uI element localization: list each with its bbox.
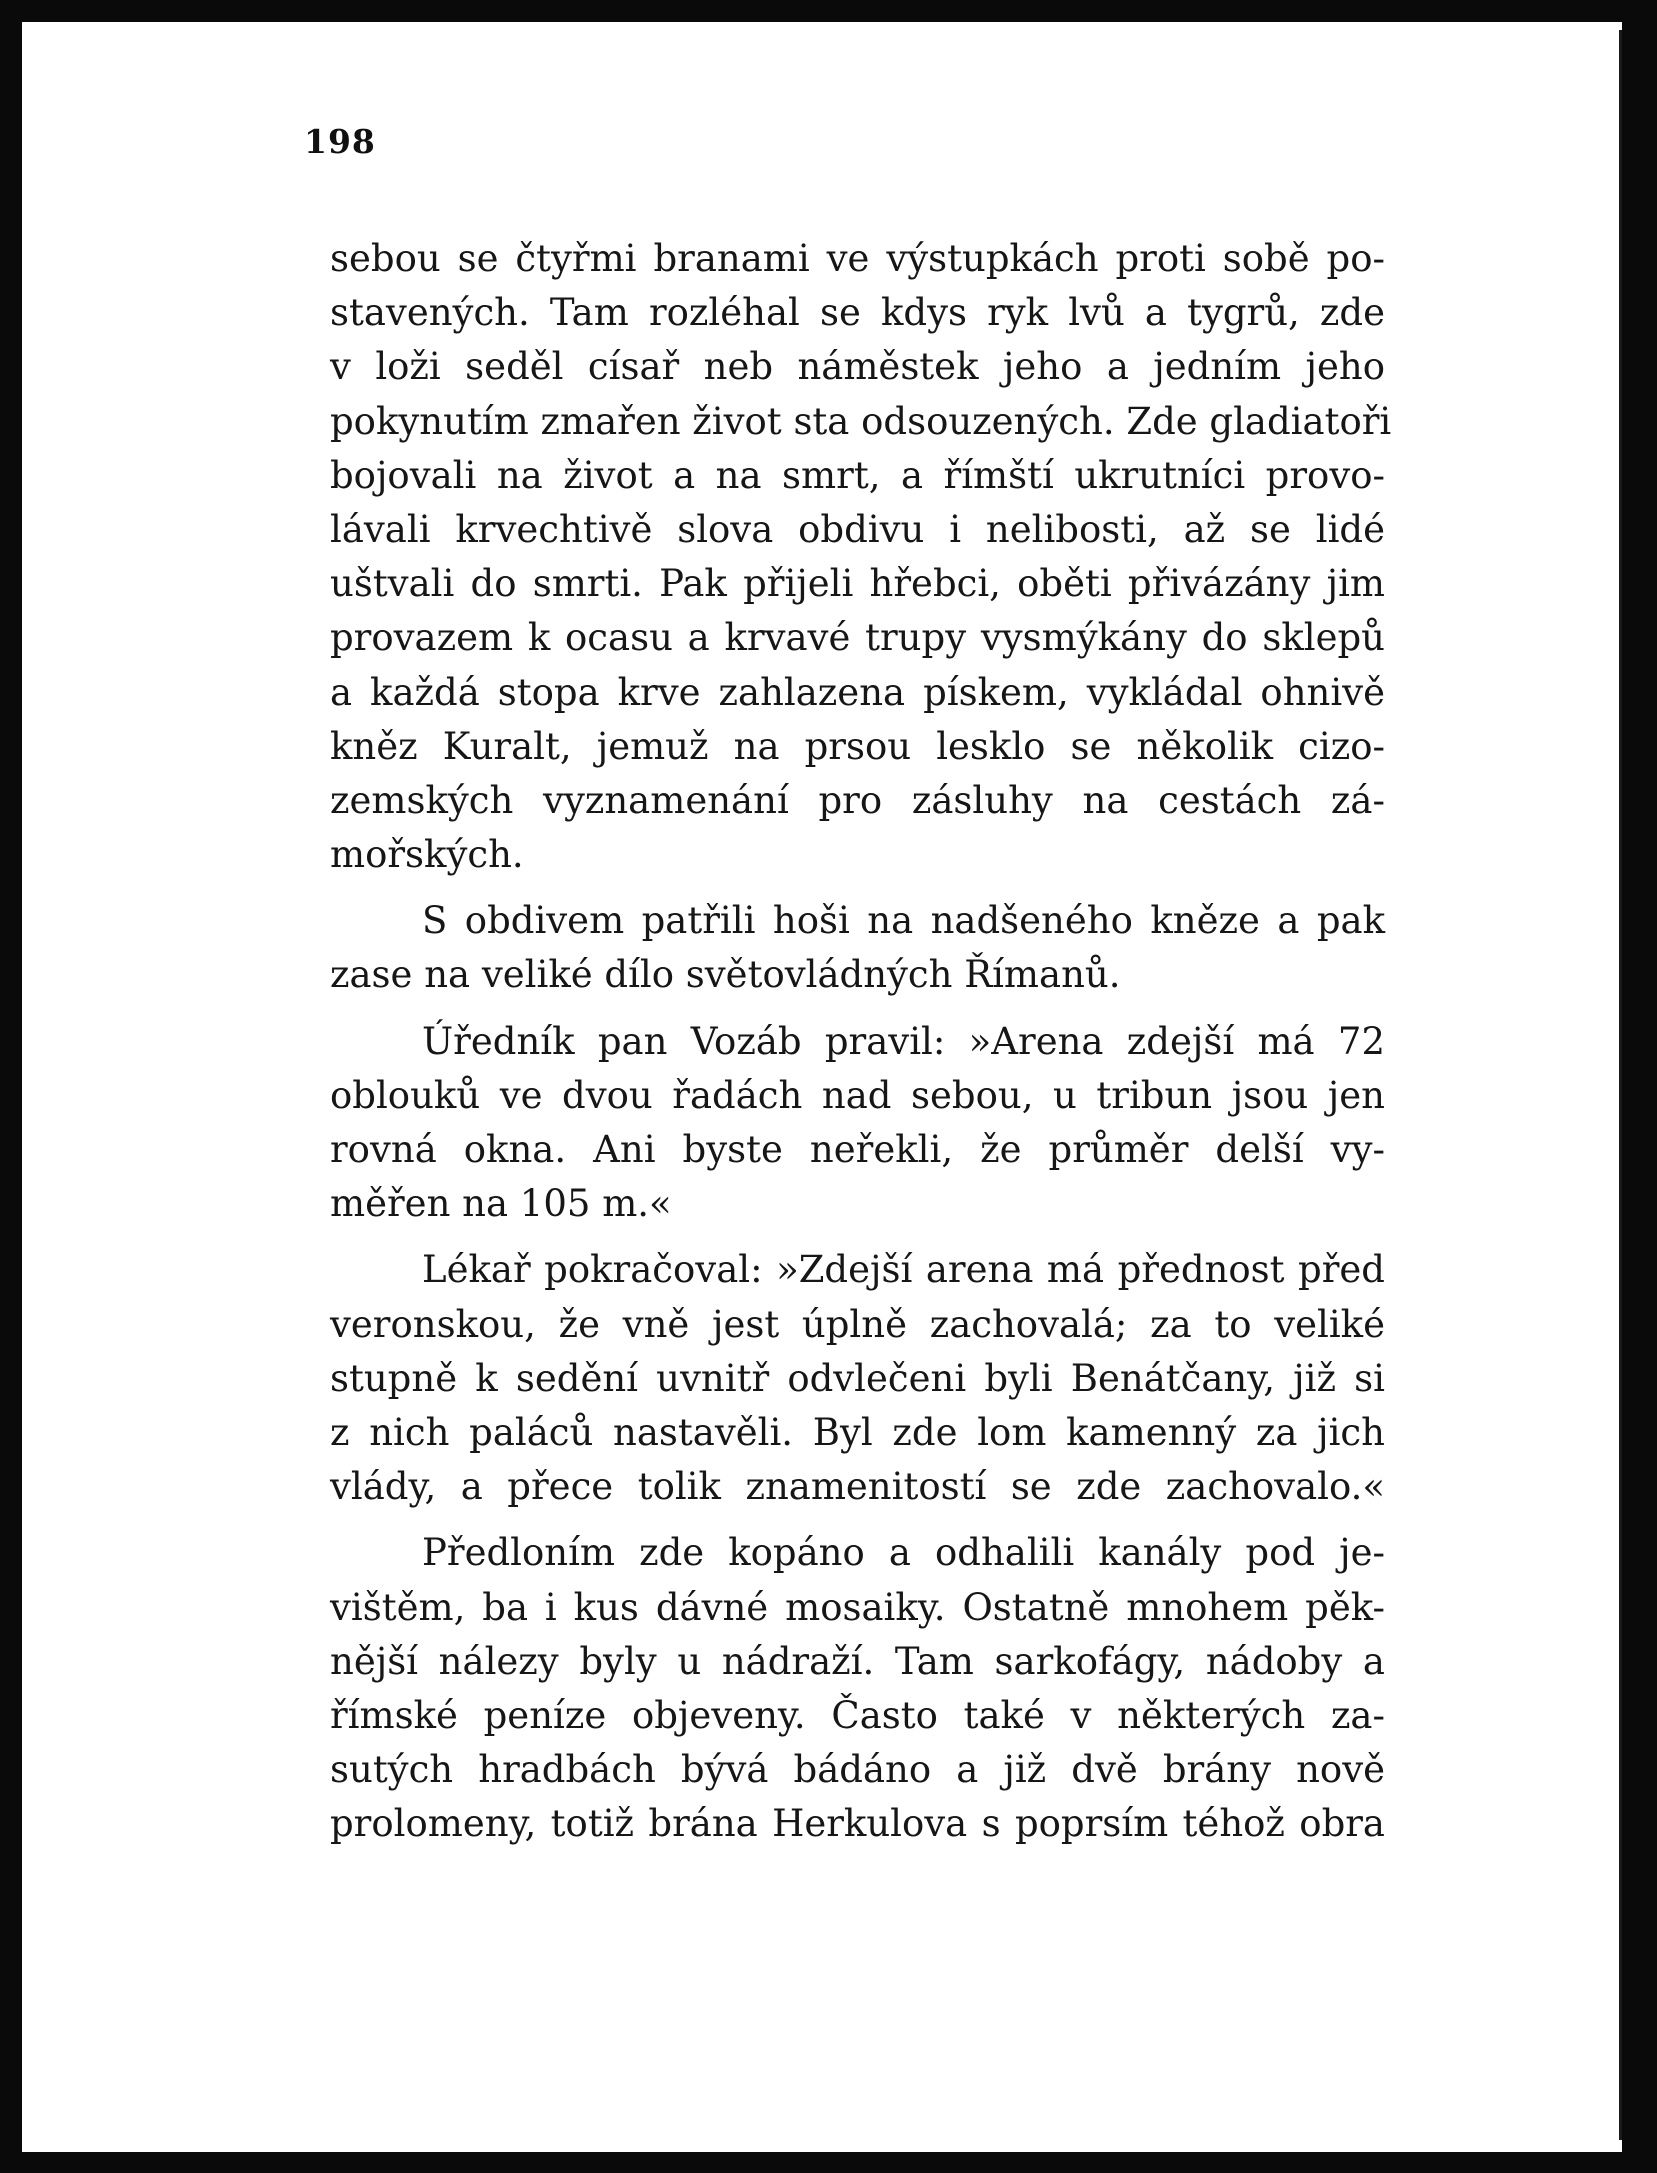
paragraph [330, 894, 1385, 1002]
text-line: provazem k ocasu a krvavé trupy vysmýkány do sklepů [330, 616, 1385, 660]
text-line: v loži seděl císař neb náměstek jeho a jedním jeho [330, 345, 1385, 389]
page-edge [1619, 30, 1622, 2140]
text-line: zemských vyznamenání pro zásluhy na cestách zá- [330, 778, 1385, 822]
text-line: stavených. Tam rozléhal se kdys ryk lvů a tygrů, zde [330, 291, 1385, 335]
text-line: uštvali do smrti. Pak přijeli hřebci, oběti přivázány jim [330, 562, 1385, 606]
text-line: stupně k sedění uvnitř odvlečeni byli Benátčany, již si [330, 1356, 1385, 1400]
text-line: římské peníze objeveny. Často také v některých za- [330, 1693, 1385, 1737]
text-line: sutých hradbách bývá bádáno a již dvě brány nově [330, 1748, 1385, 1792]
text-line: měřen na 105 m.« [330, 1182, 672, 1226]
text-line: lávali krvechtivě slova obdivu i nelibosti, až se lidé [330, 507, 1385, 551]
text-line: mořských. [330, 833, 524, 877]
body-text [330, 232, 1392, 1851]
text-line: kněz Kuralt, jemuž na prsou lesklo se několik cizo- [330, 724, 1385, 768]
paragraph [330, 1015, 1385, 1232]
text-line: pokynutím zmařen život sta odsouzených. Zde gladiatoři [330, 399, 1392, 443]
text-line: Lékař pokračoval: »Zdejší arena má přednost před [422, 1248, 1385, 1292]
paragraph [330, 232, 1392, 882]
text-line: oblouků ve dvou řadách nad sebou, u tribun jsou jen [330, 1073, 1385, 1117]
page-number: 198 [304, 122, 376, 161]
paragraph [330, 1526, 1385, 1851]
text-line: vlády, a přece tolik znamenitostí se zde zachovalo.« [330, 1465, 1385, 1509]
text-line: nější nálezy byly u nádraží. Tam sarkofágy, nádoby a [330, 1639, 1385, 1683]
text-line: prolomeny, totiž brána Herkulova s poprsím téhož obra [330, 1802, 1385, 1846]
paragraph [330, 1243, 1385, 1514]
text-line: vištěm, ba i kus dávné mosaiky. Ostatně mnohem pěk- [330, 1585, 1385, 1629]
text-line: bojovali na život a na smrt, a římští ukrutníci provo- [330, 453, 1385, 497]
text-line: sebou se čtyřmi branami ve výstupkách proti sobě po- [330, 237, 1385, 280]
text-line: zase na veliké dílo světovládných Římanů. [330, 953, 1121, 997]
text-line: Předloním zde kopáno a odhalili kanály pod je- [422, 1531, 1385, 1575]
text-line: S obdivem patřili hoši na nadšeného kněze a pak [422, 899, 1385, 943]
text-line: veronskou, že vně jest úplně zachovalá; za to veliké [330, 1302, 1385, 1346]
text-line: z nich paláců nastavěli. Byl zde lom kamenný za jich [330, 1410, 1385, 1454]
text-line: rovná okna. Ani byste neřekli, že průměr delší vy- [330, 1128, 1385, 1171]
text-line: a každá stopa krve zahlazena pískem, vykládal ohnivě [330, 670, 1385, 714]
text-line: Úředník pan Vozáb pravil: »Arena zdejší má 72 [422, 1019, 1385, 1063]
